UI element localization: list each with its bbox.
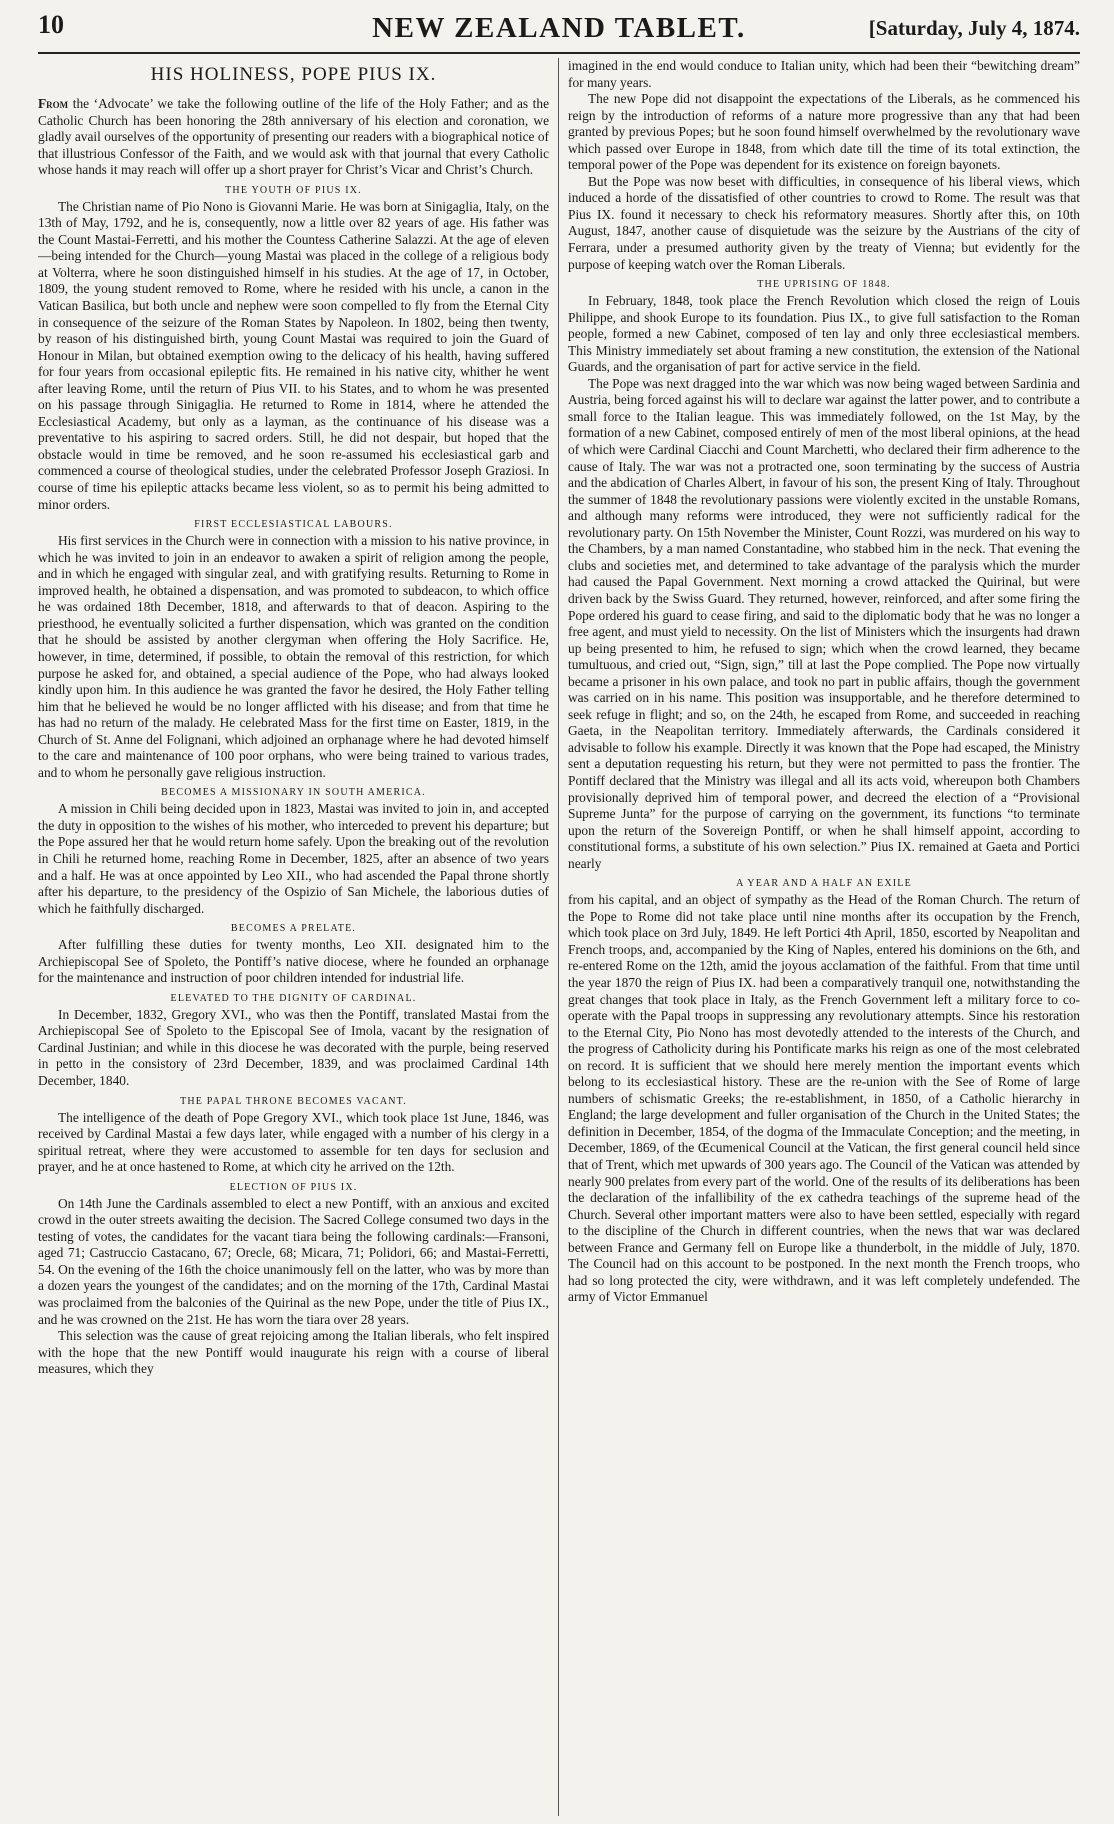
paragraph: His first services in the Church were in connection with a mission to his native province, in which he was invited to join in an endeavor to awaken a spirit of religion among the people, and in which he engaged with singular zeal, and with gratifying results. Returning to Rome in improved health, he obtained a dispensation, and was promoted to subdeacon, to which office he was ordained 18th December, 1818, and afterwards to that of deacon. Aspiring to the priesthood, he eventually solicited a further dispensation, which was granted on the condition that he should be assisted by another clergyman when offering the Holy Sacrifice. He, however, in time, determined, if possible, to obtain the removal of this restriction, for which purpose he asked for, and obtained, a special audience of the Pope, who had always looked kindly upon him. In this audience he was granted the favor he desired, the Holy Father telling him that he believed he would be no longer afflicted with his disease; and from that time he has had no return of the malady. He celebrated Mass for the first time on Easter, 1819, in the Church of St. Anne del Folignani, which adjoined an orphanage where he had devoted himself to the care and maintenance of 100 poor orphans, who were being trained to various trades, and to whom he personally gave religious instruction. — [38, 533, 550, 780]
paragraph: A mission in Chili being decided upon in 1823, Mastai was invited to join in, and accepted the duty in opposition to the wishes of his mother, who interceded to prevent his departure; but the Pope assured her that he would return home safely. Upon the breaking out of the revolution in Chili he returned home, reaching Rome in December, 1825, after an absence of two years and a half. He was at once appointed by Leo XII., who had ascended the Papal throne shortly after his departure, to the presidency of the Ospizio of San Michele, the laborious duties of which he faithfully discharged. — [38, 801, 550, 916]
paragraph: The Christian name of Pio Nono is Giovanni Marie. He was born at Sinigaglia, Italy, on the 13th of May, 1792, and he is, consequently, now a little over 82 years of age. His father was the Count Mastai-Ferretti, and his mother the Countess Catherine Salazzi. At the age of eleven—being intended for the Church—young Mastai was placed in the college of a religious body at Volterra, where he soon distinguished himself in his studies. At the age of 17, in October, 1809, the young student removed to Rome, where he resided with his uncle, a canon in the Vatican Basilica, but both uncle and nephew were soon compelled to fly from the Eternal City in consequence of the seizure of the Roman States by Napoleon. In 1802, being then twenty, by reason of his distinguished birth, young Count Mastai was required to join the Guard of Honour in Milan, but obtained exemption owing to the delicacy of his health, having suffered for four years from occasional epileptic fits. He remained in his native city, whither he went after leaving Rome, until the return of Pius VII. to his States, and to whom he was presented on his passage through Sinigaglia. He returned to Rome in 1814, where he attended the Ecclesiastical Academy, but only as a layman, as the continuance of his disease was a preventative to his aspiring to sacred orders. Still, he did not despair, but hoped that the obstacle would in time be removed, and he soon re-assumed his ecclesiastical garb and commenced a course of theological studies, under the celebrated Professor Joseph Graziosi. In course of time his epileptic attacks became less violent, so as to permit his being admitted to minor orders. — [38, 198, 550, 512]
paragraph: The new Pope did not disappoint the expectations of the Liberals, as he commenced his reign by the introduction of reforms of a nature more progressive than any that had been granted by previous Popes; but he soon found himself overwhelmed by the revolutionary wave which passed over Europe in 1848, from which date till the time of its total extinction, the temporal power of the Pope was dependent for its existence on foreign bayonets. — [568, 91, 1080, 173]
section-heading: A YEAR AND A HALF AN EXILE — [736, 878, 912, 890]
column-left — [38, 58, 549, 1816]
column-right — [568, 58, 1080, 1816]
masthead — [38, 10, 1080, 54]
issue-date: [Saturday, July 4, 1874. — [868, 16, 1080, 40]
paragraph: After fulfilling these duties for twenty months, Leo XII. designated him to the Archiepiscopal See of Spoleto, the Pontiff’s native diocese, where he founded an orphanage for the maintenance and instruction of poor children intended for industrial life. — [38, 937, 550, 986]
paragraph: In December, 1832, Gregory XVI., who was then the Pontiff, translated Mastai from the Archiepiscopal See of Spoleto to the Episcopal See of Imola, vacant by the resignation of Cardinal Justinian; and while in this diocese he was decorated with the purple, being reserved in petto in the consistory of 23rd December, 1839, and was proclaimed Cardinal 14th December, 1840. — [38, 1006, 550, 1088]
column-left-body — [38, 96, 549, 1378]
section-heading: THE UPRISING OF 1848. — [757, 279, 891, 291]
section-heading: ELECTION OF PIUS IX. — [229, 1181, 358, 1193]
article-headline: HIS HOLINESS, POPE PIUS IX. — [150, 64, 437, 85]
newspaper-title: NEW ZEALAND TABLET. — [372, 12, 746, 44]
paragraph-text: the ‘Advocate’ we take the following outline of the life of the Holy Father; and as the Catholic Church has been honoring the 28th anniversary of his election and coronation, we gladly avail ourselves of the opportunity of presenting our readers with a biographical notice of that illustrious Confessor of the Faith, and we would ask with that journal that every Catholic whose hands it may reach will offer up a short prayer for Christ’s Vicar and Christ’s Church. — [38, 96, 550, 178]
section-heading: BECOMES A PRELATE. — [230, 923, 357, 935]
column-divider — [558, 58, 559, 1816]
paragraph: from his capital, and an object of sympathy as the Head of the Roman Church. The return of the Pope to Rome did not take place until nine months after its occupation by the French, which took place on 3rd July, 1849. He left Portici 4th April, 1850, escorted by Neapolitan and French troops, and, accompanied by the King of Naples, entered his dominions on the 6th, and re-entered Rome on the 12th, amid the joyous acclamation of the faithful. From that time until the year 1870 the reign of Pius IX. had been a comparatively tranquil one, notwithstanding the great changes that took place in Italy, as the French Government left a military force to co-operate with the Papal troops in suppressing any revolutionary attempts. Since his restoration to the Eternal City, Pio Nono has most devotedly attended to the interests of the Church, and the progress of Catholicity during his Pontificate marks his reign as one of the most celebrated on record. It is sufficient that we should here merely mention the important events which belong to its ecclesiastical history. These are the re-union with the See of Rome of large numbers of schismatic Greeks; the re-establishment, in 1850, of a Catholic hierarchy in England; the large development and fuller organisation of the Church in the United States; the definition in December, 1854, of the dogma of the Immaculate Conception; and the meeting, in December, 1869, of the Œcumenical Council at the Vatican, the first general council held since that of Trent, which met upwards of 300 years ago. The Council of the Vatican was attended by nearly 900 prelates from every part of the world. One of the results of its deliberations has been the declaration of the infallibility of the ex cathedra teachings of the supreme head of the Church. Several other important matters were also to have been settled, especially with regard to the discipline of the Church in different countries, when the news that war was declared between France and Germany fell on Europe like a thunderbolt, in the middle of July, 1870. The Council had on this account to be postponed. In the next month the French troops, who had so long protected the city, were withdrawn, and it was left completely undefended. The army of Victor Emmanuel — [568, 892, 1080, 1305]
paragraph: But the Pope was now beset with difficulties, in consequence of his liberal views, which induced a horde of the dissatisfied of other countries to crowd to Rome. The result was that Pius IX. found it necessary to check his reformatory measures. Shortly after this, on 10th August, 1847, another cause of disquietude was the seizure by the Austrians of the city of Ferrara, under a presumed authority given by the treaty of Vienna; but evidently for the purpose of keeping watch over the Roman Liberals. — [568, 173, 1080, 272]
article-columns — [38, 58, 1080, 1816]
paragraph: This selection was the cause of great rejoicing among the Italian liberals, who felt inspired with the hope that the new Pontiff would inaugurate his reign with a course of liberal measures, which they — [38, 1328, 550, 1377]
masthead-rule — [38, 52, 1080, 54]
lead-word: From — [38, 96, 69, 111]
paragraph: On 14th June the Cardinals assembled to elect a new Pontiff, with an anxious and excited crowd in the outer streets awaiting the decision. The Sacred College consumed two days in the testing of votes, the candidates for the vacant tiara being the following cardinals:—Fransoni, aged 71; Castruccio Castacano, 67; Orecle, 68; Micara, 71; Polidori, 66; and Mastai-Ferretti, 54. On the evening of the 16th the choice unanimously fell on the latter, who was by more than a dozen years the youngest of the candidates; and on the morning of the 17th, Cardinal Mastai was proclaimed from the balconies of the Quirinal as the new Pope, under the title of Pius IX., and he was crowned on the 21st. He has worn the tiara over 28 years. — [38, 1195, 550, 1327]
page-number: 10 — [38, 10, 64, 39]
section-heading: FIRST ECCLESIASTICAL LABOURS. — [194, 519, 393, 531]
section-heading: THE YOUTH OF PIUS IX. — [225, 184, 362, 196]
section-heading: BECOMES A MISSIONARY IN SOUTH AMERICA. — [161, 787, 426, 799]
paragraph: The Pope was next dragged into the war which was now being waged between Sardinia and Austria, being forced against his will to declare war against the latter power, and to contribute a small force to the Italian league. This was immediately followed, on the 1st May, by the formation of a new Cabinet, composed entirely of men of the most liberal opinions, at the head of which were Cardinal Ciacchi and Count Marchetti, who declared their firm adherence to the cause of Italy. The war was not a protracted one, soon terminating by the success of Austria and the abdication of Charles Albert, in favour of his son, the present King of Italy. Throughout the summer of 1848 the revolutionary passions were violently excited in the unstable Romans, and although many reforms were introduced, they were not sufficiently radical for the revolutionary party. On 15th November the Minister, Count Rozzi, was murdered on his way to the Chambers, by a man named Constantadine, who stabbed him in the neck. That evening the clubs and societies met, and determined to take advantage of the paralysis which the murder had caused the Papal Government. Next morning a crowd attacked the Quirinal, but were driven back by the Swiss Guard. They returned, however, reinforced, and after some firing the Pope ordered his guard to cease firing, and said to the diplomatic body that he was no longer a free agent, and must yield to necessity. On the list of Ministers which the insurgents had drawn up being presented to him, he refused to sign; which when the crowd learned, they became tumultuous, and cried out, “Sign, sign,” till at last the Pope complied. The Pope now virtually became a prisoner in his own palace, and took no part in public affairs, though the government was carried on in his name. This position was insupportable, and he therefore determined to seek refuge in flight; and so, on the 24th, he escaped from Rome, and succeeded in reaching Gaeta, in the Neapolitan territory. Immediately afterwards, the Cardinals considered it advisable to follow his example. Directly it was known that the Pope had escaped, the Ministry sent a deputation requesting his return, but they were not permitted to pass the frontier. The Pontiff declared that the Ministry was illegal and all its acts void, whereupon both Chambers provisionally deprived him of temporal power, and decreed the election of a “Provisional Supreme Junta” for the purpose of carrying on the government, its functions “to terminate upon the return of the Sovereign Pontiff, or when he shall himself appoint, according to constitutional forms, a substitute of his own selection.” Pius IX. remained at Gaeta and Portici nearly — [568, 375, 1080, 871]
paragraph — [38, 96, 549, 179]
paragraph: In February, 1848, took place the French Revolution which closed the reign of Louis Philippe, and shook Europe to its foundation. Pius IX., to give full satisfaction to the Roman people, formed a new Cabinet, composed of ten lay and only three ecclesiastical members. This Ministry immediately set about framing a new constitution, the extension of the National Guards, and the organisation of part for active service in the field. — [568, 293, 1080, 375]
paragraph: imagined in the end would conduce to Italian unity, which had been their “bewitching dream” for many years. — [568, 58, 1080, 90]
column-right-body — [568, 58, 1080, 1306]
paragraph: The intelligence of the death of Pope Gregory XVI., which took place 1st June, 1846, was received by Cardinal Mastai a few days later, while engaged with a number of his clergy in a spiritual retreat, where they were accustomed to assemble for ten days for seclusion and prayer, and he at once hastened to Rome, at which city he arrived on the 12th. — [38, 1109, 550, 1175]
section-heading: ELEVATED TO THE DIGNITY OF CARDINAL. — [170, 992, 417, 1004]
section-heading: THE PAPAL THRONE BECOMES VACANT. — [180, 1095, 407, 1107]
